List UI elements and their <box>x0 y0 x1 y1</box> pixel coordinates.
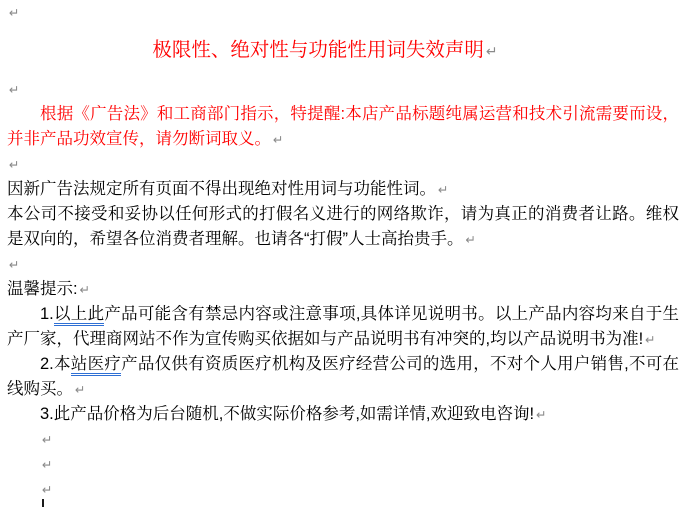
paragraph-mark-icon: ↵ <box>438 182 449 197</box>
empty-paragraph <box>7 77 679 102</box>
paragraph-mark-icon: ↵ <box>42 482 53 497</box>
paragraph-mark-icon: ↵ <box>9 257 20 272</box>
paragraph-mark-icon: ↵ <box>645 332 656 347</box>
paragraph-mark-icon: ↵ <box>79 282 91 297</box>
document-title-paragraph <box>7 33 679 69</box>
law-text: 因新广告法规定所有页面不得出现绝对性用词与功能性词。 <box>7 180 436 198</box>
tip-item-1-prefix: 1. <box>40 305 54 323</box>
tip-item-1-paragraph <box>7 302 679 352</box>
empty-paragraph <box>7 0 679 25</box>
paragraph-mark-icon: ↵ <box>485 44 498 60</box>
empty-paragraph <box>7 452 679 477</box>
document-page[interactable] <box>7 0 679 502</box>
paragraph-mark-icon: ↵ <box>42 432 53 447</box>
empty-paragraph <box>7 252 679 277</box>
paragraph-mark-icon: ↵ <box>273 132 284 147</box>
paragraph-mark-icon: ↵ <box>42 457 53 472</box>
red-notice-text: 根据《广告法》和工商部门指示，特提醒:本店产品标题纯属运营和技术引流需要而设，并非产品功效宣传，请勿断词取义。 <box>7 105 679 148</box>
empty-paragraph <box>7 152 679 177</box>
paragraph-mark-icon: ↵ <box>536 407 547 422</box>
tip-item-3-text: 3.此产品价格为后台随机,不做实际价格参考,如需详情,欢迎致电咨询! <box>40 405 535 423</box>
tip-item-2-text: 产品仅供有资质医疗机构及医疗经营公司的选用，不对个人用户销售,不可在线购买。 <box>7 355 679 398</box>
company-statement-paragraph <box>7 202 679 252</box>
red-notice-paragraph <box>7 102 679 152</box>
empty-paragraph <box>7 477 679 502</box>
tips-heading-paragraph <box>7 277 679 302</box>
paragraph-mark-icon: ↵ <box>9 5 20 20</box>
document-title: 极限性、绝对性与功能性用词失效声明 <box>152 39 484 61</box>
paragraph-mark-icon: ↵ <box>465 232 476 247</box>
tip-item-2-flagged-text: 站医疗 <box>71 355 121 376</box>
law-paragraph <box>7 177 679 202</box>
paragraph-mark-icon: ↵ <box>75 382 86 397</box>
tip-item-1-flagged-text: 以上此 <box>54 305 105 326</box>
tip-item-2-prefix: 2.本 <box>40 355 71 373</box>
empty-paragraph <box>7 427 679 452</box>
company-statement-text: 本公司不接受和妥协以任何形式的打假名义进行的网络欺诈，请为真正的消费者让路。维权是双向的，希望各位消费者理解。也请各“打假”人士高抬贵手。 <box>7 205 679 248</box>
tip-item-3-paragraph <box>7 402 679 427</box>
paragraph-mark-icon: ↵ <box>9 157 20 172</box>
tips-heading-text: 温馨提示: <box>7 280 78 298</box>
tip-item-2-paragraph <box>7 352 679 402</box>
paragraph-mark-icon: ↵ <box>9 82 20 97</box>
tip-item-1-text: 产品可能含有禁忌内容或注意事项,具体详见说明书。以上产品内容均来自于生产厂家，代理商网站不作为宣传购买依据如与产品说明书有冲突的,均以产品说明书为准! <box>7 305 680 348</box>
